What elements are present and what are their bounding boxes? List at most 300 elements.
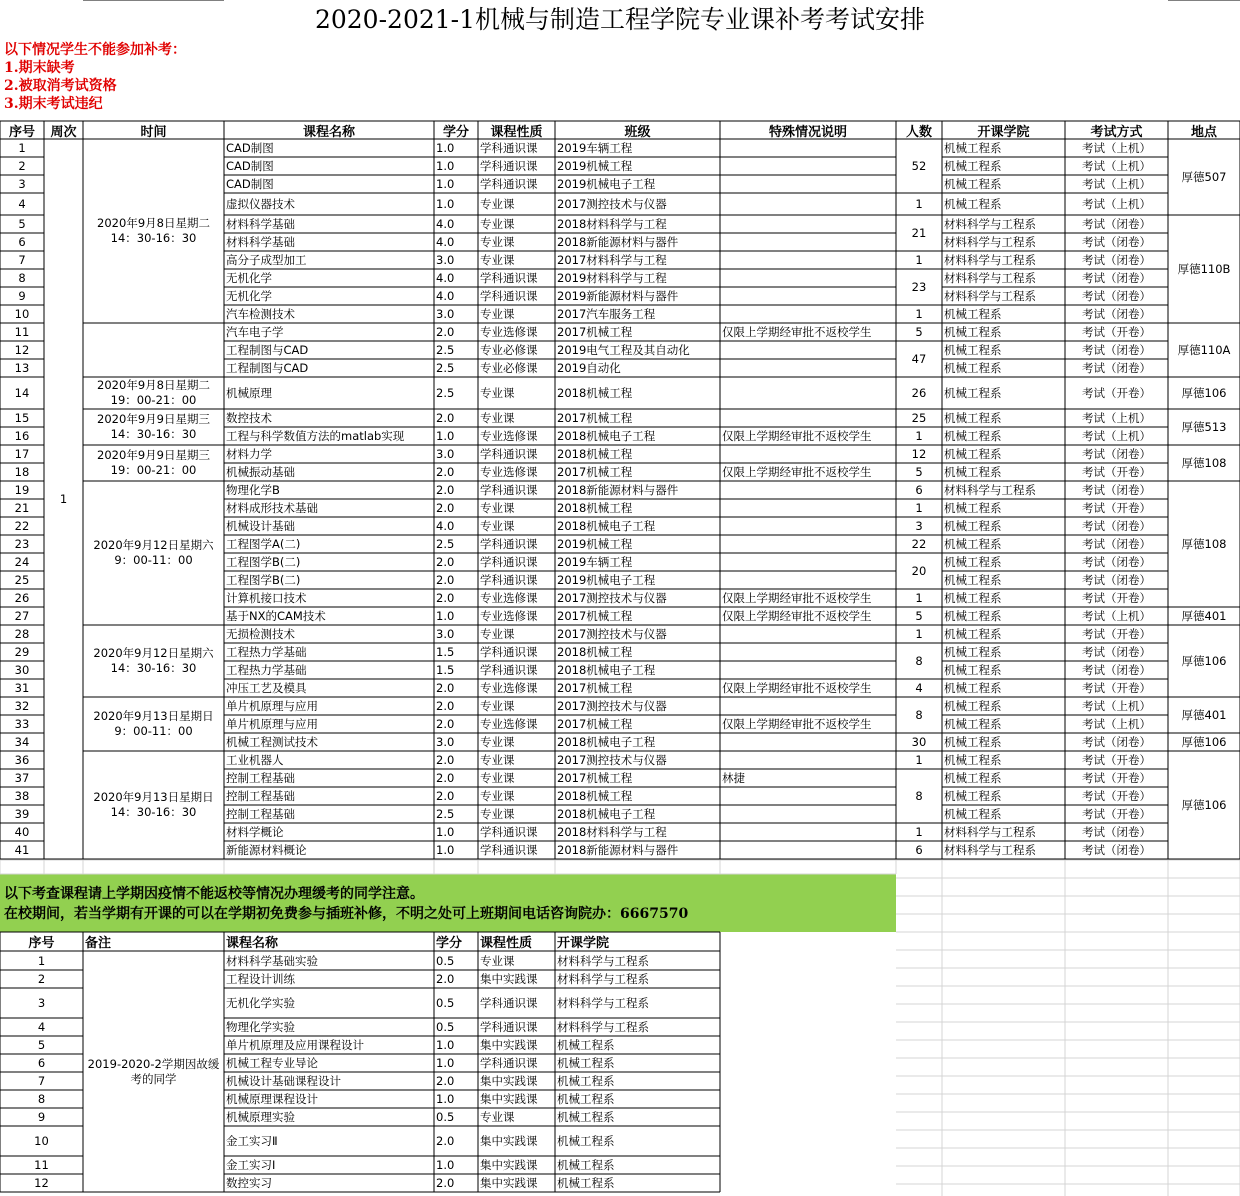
column-header: 考试方式 (1090, 124, 1143, 139)
course-type: 学科通识课 (480, 573, 538, 587)
college: 机械工程系 (944, 645, 1002, 659)
credit: 3.0 (436, 307, 455, 321)
credit: 0.5 (436, 996, 455, 1010)
student-count: 1 (915, 307, 923, 321)
row-seq: 31 (14, 681, 30, 695)
exam-location: 厚德106 (1181, 735, 1227, 749)
credit: 1.0 (436, 429, 455, 443)
college: 材料科学与工程系 (557, 972, 649, 986)
course-type: 专业课 (480, 235, 515, 249)
student-count: 12 (911, 447, 927, 461)
exam-method: 考试（闭卷） (1082, 253, 1151, 267)
credit: 0.5 (436, 953, 455, 968)
row-seq: 21 (14, 501, 30, 515)
credit: 2.0 (436, 325, 455, 339)
college: 机械工程系 (557, 1038, 615, 1052)
class-name: 2018新能源材料与器件 (557, 235, 679, 249)
course-name: 无机化学 (226, 289, 272, 303)
exam-method: 考试（闭卷） (1082, 825, 1151, 839)
course-name: 工业机器人 (226, 753, 284, 767)
credit: 4.0 (436, 519, 455, 533)
row-seq: 7 (18, 253, 26, 267)
course-type: 专业必修课 (480, 343, 538, 357)
student-count: 1 (915, 825, 923, 839)
course-name: 机械原理实验 (226, 1110, 295, 1124)
row-seq: 16 (14, 429, 30, 443)
exam-method: 考试（开卷） (1082, 789, 1151, 803)
college: 机械工程系 (944, 325, 1002, 339)
course-type: 集中实践课 (480, 1092, 538, 1106)
credit: 1.0 (436, 177, 455, 191)
row-seq: 33 (14, 717, 30, 731)
credit: 2.0 (436, 573, 455, 587)
course-type: 学科通识课 (480, 159, 538, 173)
special-note (720, 643, 896, 661)
special-note (720, 535, 896, 553)
course-type: 学科通识课 (480, 825, 538, 839)
credit: 0.5 (436, 1110, 455, 1124)
credit: 1.0 (436, 159, 455, 173)
course-type: 专业课 (480, 411, 515, 425)
college: 机械工程系 (944, 343, 1002, 357)
course-name: 金工实习Ⅰ (226, 1158, 276, 1172)
column-header: 课程性质 (480, 936, 533, 951)
exam-method: 考试（上机） (1082, 429, 1151, 443)
row-seq: 36 (14, 753, 30, 767)
course-name: 工程制图与CAD (226, 343, 309, 357)
row-seq: 22 (14, 519, 30, 533)
credit: 2.0 (436, 591, 455, 605)
row-seq: 14 (14, 386, 30, 400)
row-seq: 7 (37, 1074, 46, 1088)
exam-method: 考试（开卷） (1082, 325, 1151, 339)
course-type: 专业课 (480, 735, 515, 749)
special-note: 林捷 (722, 771, 745, 785)
college: 机械工程系 (944, 573, 1002, 587)
course-name: 无损检测技术 (226, 627, 295, 641)
row-seq: 10 (34, 1134, 49, 1148)
class-name: 2018机械电子工程 (557, 429, 656, 443)
college: 机械工程系 (944, 519, 1002, 533)
special-note (720, 269, 896, 287)
exam-method: 考试（开卷） (1082, 501, 1151, 515)
credit: 2.0 (436, 501, 455, 515)
college: 机械工程系 (944, 411, 1002, 425)
special-note (720, 233, 896, 251)
course-type: 专业课 (480, 386, 515, 400)
course-type: 学科通识课 (480, 483, 538, 497)
column-header: 学分 (442, 124, 469, 139)
college: 机械工程系 (944, 699, 1002, 713)
course-name: 无机化学实验 (226, 996, 295, 1010)
course-type: 专业选修课 (480, 325, 538, 339)
course-type: 专业选修课 (480, 609, 538, 623)
exam-location: 厚德110A (1177, 343, 1231, 357)
special-note (720, 445, 896, 463)
course-name: 机械工程测试技术 (226, 735, 318, 749)
special-note (720, 481, 896, 499)
student-count: 22 (911, 537, 927, 551)
class-name: 2018机械电子工程 (557, 735, 656, 749)
row-seq: 34 (14, 735, 30, 749)
exam-location: 厚德110B (1177, 262, 1231, 276)
course-type: 专业课 (480, 699, 515, 713)
credit: 2.0 (436, 681, 455, 695)
course-name: 单片机原理与应用 (226, 717, 318, 731)
special-note (720, 409, 896, 427)
column-header: 特殊情况说明 (768, 124, 847, 139)
column-header: 课程名称 (302, 124, 355, 139)
row-seq: 19 (14, 483, 30, 497)
course-name: 机械设计基础课程设计 (226, 1074, 341, 1088)
special-note (720, 193, 896, 215)
college: 机械工程系 (944, 465, 1002, 479)
student-count: 1 (915, 253, 923, 267)
course-type: 专业选修课 (480, 429, 538, 443)
student-count: 1 (915, 627, 923, 641)
college: 机械工程系 (944, 361, 1002, 375)
column-header: 地点 (1190, 124, 1217, 139)
credit: 1.0 (436, 843, 455, 857)
exam-method: 考试（上机） (1082, 177, 1151, 191)
student-count: 20 (911, 564, 927, 578)
row-seq: 37 (14, 771, 30, 785)
class-name: 2017机械工程 (557, 325, 633, 339)
special-note (720, 787, 896, 805)
class-name: 2019机械工程 (557, 159, 633, 173)
course-type: 学科通识课 (480, 645, 538, 659)
course-name: 数控技术 (226, 411, 272, 425)
row-seq: 4 (37, 1020, 46, 1034)
course-name: 工程图学A(二) (226, 537, 301, 551)
column-header: 时间 (140, 124, 167, 139)
class-name: 2017机械工程 (557, 681, 633, 695)
student-count: 5 (915, 325, 923, 339)
notice-item: 1.期末缺考 (4, 60, 75, 76)
row-seq: 1 (18, 141, 26, 155)
college: 机械工程系 (944, 501, 1002, 515)
row-seq: 27 (14, 609, 30, 623)
special-note (720, 823, 896, 841)
row-seq: 3 (37, 996, 46, 1010)
column-header: 课程性质 (490, 124, 543, 139)
class-name: 2018机械电子工程 (557, 663, 656, 677)
exam-method: 考试（开卷） (1082, 627, 1151, 641)
exam-method: 考试（闭卷） (1082, 343, 1151, 357)
row-seq: 9 (18, 289, 26, 303)
column-header: 周次 (50, 124, 77, 139)
special-note (720, 661, 896, 679)
college: 机械工程系 (944, 555, 1002, 569)
credit: 2.0 (436, 1134, 455, 1148)
student-count: 8 (915, 789, 923, 803)
course-name: 工程图学B(二) (226, 573, 301, 587)
class-name: 2017测控技术与仪器 (557, 699, 667, 713)
green-notice-line: 在校期间，若当学期有开课的可以在学期初免费参与插班补修，不明之处可上班期间电话咨询院办：6667570 (4, 906, 689, 922)
course-type: 学科通识课 (480, 555, 538, 569)
course-name: 汽车检测技术 (226, 307, 295, 321)
special-note: 仅限上学期经审批不返校学生 (722, 591, 872, 605)
exam-method: 考试（开卷） (1082, 753, 1151, 767)
course-name: 金工实习Ⅱ (226, 1134, 278, 1148)
special-note: 仅限上学期经审批不返校学生 (722, 609, 872, 623)
course-name: 计算机接口技术 (226, 591, 307, 605)
course-name: 冲压工艺及模具 (226, 681, 307, 695)
course-name: 数控实习 (226, 1176, 272, 1190)
credit: 2.5 (436, 807, 455, 821)
credit: 2.0 (436, 771, 455, 785)
credit: 2.5 (436, 361, 455, 375)
credit: 1.0 (436, 1158, 455, 1172)
row-seq: 15 (14, 411, 30, 425)
notice-item: 3.期末考试违纪 (4, 96, 103, 112)
row-seq: 11 (14, 325, 30, 339)
exam-method: 考试（上机） (1082, 197, 1151, 211)
class-name: 2018新能源材料与器件 (557, 483, 679, 497)
course-type: 学科通识课 (480, 289, 538, 303)
student-count: 6 (915, 483, 923, 497)
special-note (720, 499, 896, 517)
special-note (720, 215, 896, 233)
column-header: 开课学院 (557, 936, 610, 951)
course-name: 材料力学 (226, 447, 272, 461)
credit: 1.0 (436, 1092, 455, 1106)
special-note (720, 287, 896, 305)
exam-location: 厚德507 (1181, 170, 1227, 184)
student-count: 1 (915, 591, 923, 605)
course-name: 控制工程基础 (226, 807, 295, 821)
credit: 4.0 (436, 235, 455, 249)
special-note (720, 517, 896, 535)
student-count: 47 (911, 352, 927, 366)
college: 机械工程系 (944, 807, 1002, 821)
college: 机械工程系 (944, 789, 1002, 803)
class-name: 2017测控技术与仪器 (557, 591, 667, 605)
time-slot: 2020年9月13日星期日 9：00-11：00 (93, 709, 214, 738)
class-name: 2018新能源材料与器件 (557, 843, 679, 857)
course-type: 专业选修课 (480, 681, 538, 695)
exam-method: 考试（开卷） (1082, 681, 1151, 695)
college: 机械工程系 (944, 735, 1002, 749)
row-seq: 26 (14, 591, 30, 605)
exam-method: 考试（闭卷） (1082, 735, 1151, 749)
class-name: 2018机械工程 (557, 645, 633, 659)
course-type: 专业课 (480, 307, 515, 321)
course-name: 控制工程基础 (226, 789, 295, 803)
special-note (720, 805, 896, 823)
college: 机械工程系 (944, 141, 1002, 155)
class-name: 2019车辆工程 (557, 141, 633, 155)
course-name: 材料科学基础 (226, 235, 295, 249)
class-name: 2017测控技术与仪器 (557, 197, 667, 211)
column-header: 课程名称 (226, 936, 279, 951)
college: 机械工程系 (557, 1158, 615, 1172)
exam-method: 考试（上机） (1082, 717, 1151, 731)
course-name: 材料学概论 (226, 825, 284, 839)
credit: 4.0 (436, 217, 455, 231)
course-type: 集中实践课 (480, 1176, 538, 1190)
credit: 1.5 (436, 663, 455, 677)
course-type: 专业选修课 (480, 465, 538, 479)
course-name: CAD制图 (226, 141, 274, 155)
course-name: 材料科学基础实验 (226, 953, 318, 968)
exam-method: 考试（闭卷） (1082, 289, 1151, 303)
course-name: 工程热力学基础 (226, 663, 307, 677)
student-count: 8 (915, 654, 923, 668)
college: 材料科学与工程系 (944, 843, 1036, 857)
credit: 2.5 (436, 386, 455, 400)
class-name: 2018机械工程 (557, 447, 633, 461)
college: 材料科学与工程系 (944, 235, 1036, 249)
credit: 1.0 (436, 197, 455, 211)
class-name: 2018机械电子工程 (557, 519, 656, 533)
row-seq: 4 (18, 197, 26, 211)
college: 机械工程系 (557, 1074, 615, 1088)
row-seq: 12 (34, 1176, 49, 1190)
row-seq: 13 (14, 361, 30, 375)
remark-cell: 2019-2020-2学期因故缓考的同学 (87, 1056, 220, 1086)
class-name: 2019材料科学与工程 (557, 271, 667, 285)
exam-method: 考试（开卷） (1082, 807, 1151, 821)
special-note (720, 305, 896, 323)
course-type: 集中实践课 (480, 1158, 538, 1172)
row-seq: 10 (14, 307, 30, 321)
class-name: 2017测控技术与仪器 (557, 627, 667, 641)
course-name: 工程制图与CAD (226, 361, 309, 375)
college: 材料科学与工程系 (557, 953, 649, 968)
time-slot (83, 323, 224, 377)
class-name: 2017机械工程 (557, 609, 633, 623)
exam-method: 考试（闭卷） (1082, 271, 1151, 285)
notice-heading: 以下情况学生不能参加补考： (4, 42, 186, 58)
column-header: 学分 (436, 936, 463, 951)
exam-location: 厚德401 (1181, 708, 1227, 722)
credit: 2.5 (436, 343, 455, 357)
class-name: 2017汽车服务工程 (557, 307, 656, 321)
row-seq: 39 (14, 807, 30, 821)
course-name: 机械原理课程设计 (226, 1092, 318, 1106)
credit: 2.0 (436, 465, 455, 479)
college: 机械工程系 (557, 1176, 615, 1190)
special-note (720, 625, 896, 643)
course-name: 机械工程专业导论 (226, 1056, 318, 1070)
course-type: 专业课 (480, 217, 515, 231)
course-type: 学科通识课 (480, 141, 538, 155)
time-slot: 2020年9月9日星期三 14：30-16：30 (97, 412, 210, 441)
credit: 2.5 (436, 537, 455, 551)
college: 机械工程系 (557, 1056, 615, 1070)
exam-method: 考试（闭卷） (1082, 447, 1151, 461)
row-seq: 38 (14, 789, 30, 803)
course-type: 学科通识课 (480, 271, 538, 285)
course-type: 学科通识课 (480, 843, 538, 857)
time-slot: 2020年9月12日星期六 9：00-11：00 (93, 538, 214, 567)
class-name: 2017测控技术与仪器 (557, 753, 667, 767)
row-seq: 29 (14, 645, 30, 659)
time-slot: 2020年9月8日星期二 14：30-16：30 (97, 216, 210, 245)
college: 机械工程系 (557, 1110, 615, 1124)
exam-method: 考试（闭卷） (1082, 217, 1151, 231)
course-name: 单片机原理及应用课程设计 (226, 1038, 364, 1052)
student-count: 1 (915, 753, 923, 767)
row-seq: 5 (18, 217, 26, 231)
credit: 1.0 (436, 825, 455, 839)
credit: 2.0 (436, 483, 455, 497)
course-name: 工程热力学基础 (226, 645, 307, 659)
special-note (720, 157, 896, 175)
credit: 2.0 (436, 1074, 455, 1088)
row-seq: 8 (37, 1092, 46, 1106)
course-type: 学科通识课 (480, 177, 538, 191)
course-name: 工程与科学数值方法的matlab实现 (226, 429, 405, 443)
college: 材料科学与工程系 (944, 825, 1036, 839)
class-name: 2018机械工程 (557, 789, 633, 803)
course-type: 专业课 (480, 807, 515, 821)
class-name: 2019机械电子工程 (557, 177, 656, 191)
student-count: 52 (911, 159, 927, 173)
notice-item: 2.被取消考试资格 (4, 78, 117, 94)
course-name: CAD制图 (226, 159, 274, 173)
exam-method: 考试（上机） (1082, 609, 1151, 623)
college: 机械工程系 (944, 447, 1002, 461)
exam-location: 厚德106 (1181, 654, 1227, 668)
course-type: 专业课 (480, 753, 515, 767)
college: 材料科学与工程系 (944, 271, 1036, 285)
row-seq: 5 (37, 1038, 46, 1052)
student-count: 6 (915, 843, 923, 857)
college: 材料科学与工程系 (557, 1020, 649, 1034)
row-seq: 3 (18, 177, 26, 191)
credit: 2.0 (436, 1176, 455, 1190)
college: 机械工程系 (944, 753, 1002, 767)
row-seq: 12 (14, 343, 30, 357)
credit: 2.0 (436, 789, 455, 803)
class-name: 2019电气工程及其自动化 (557, 343, 690, 357)
course-type: 学科通识课 (480, 537, 538, 551)
special-note (720, 841, 896, 859)
college: 机械工程系 (944, 537, 1002, 551)
credit: 2.0 (436, 972, 455, 986)
student-count: 30 (911, 735, 927, 749)
course-type: 专业课 (480, 771, 515, 785)
row-seq: 1 (37, 953, 46, 968)
course-name: 控制工程基础 (226, 771, 295, 785)
course-type: 专业课 (480, 253, 515, 267)
course-name: 物理化学B (226, 483, 280, 497)
student-count: 1 (915, 197, 923, 211)
course-name: 材料科学基础 (226, 217, 295, 231)
credit: 0.5 (436, 1020, 455, 1034)
exam-method: 考试（闭卷） (1082, 663, 1151, 677)
course-type: 专业课 (480, 627, 515, 641)
exam-method: 考试（上机） (1082, 141, 1151, 155)
credit: 2.0 (436, 717, 455, 731)
row-seq: 25 (14, 573, 30, 587)
class-name: 2018机械电子工程 (557, 807, 656, 821)
class-name: 2017机械工程 (557, 411, 633, 425)
college: 材料科学与工程系 (944, 253, 1036, 267)
course-type: 专业课 (480, 789, 515, 803)
special-note: 仅限上学期经审批不返校学生 (722, 465, 872, 479)
college: 材料科学与工程系 (557, 996, 649, 1010)
row-seq: 23 (14, 537, 30, 551)
college: 机械工程系 (557, 1134, 615, 1148)
course-type: 专业选修课 (480, 591, 538, 605)
credit: 2.0 (436, 699, 455, 713)
column-header: 班级 (624, 124, 651, 139)
class-name: 2017机械工程 (557, 465, 633, 479)
class-name: 2019机械工程 (557, 537, 633, 551)
